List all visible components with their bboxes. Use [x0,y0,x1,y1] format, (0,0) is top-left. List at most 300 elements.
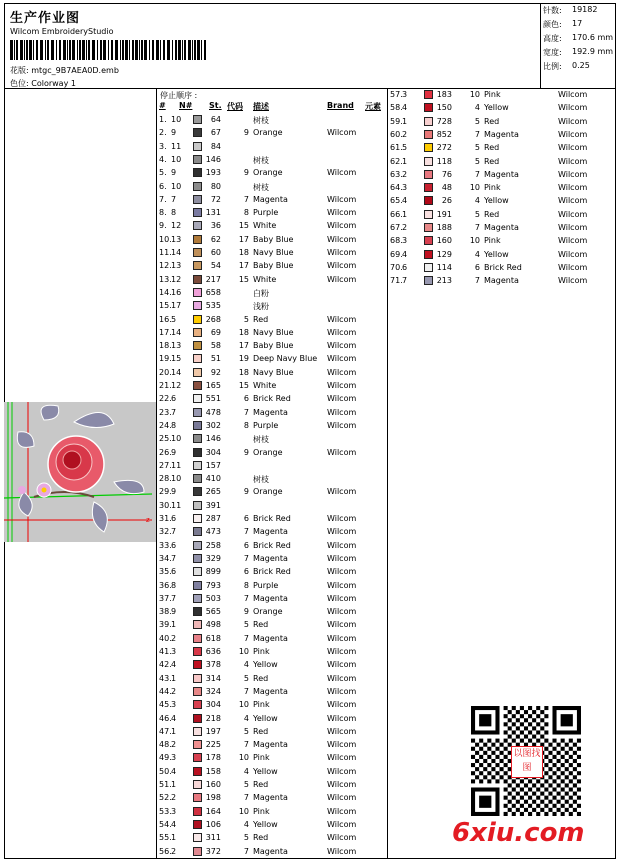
row-needle: 12 [171,221,182,231]
color-swatch [193,714,202,723]
color-swatch [193,541,202,550]
row-seq: 16. [159,314,172,324]
row-needle: 10 [171,181,182,191]
table-row [157,127,387,140]
row-seq: 66. [390,209,403,219]
row-stitches: 618 [205,633,221,643]
color-swatch [424,170,433,179]
row-code: 5 [243,673,249,683]
row-seq: 49. [159,753,172,763]
row-desc: Orange [253,128,283,138]
color-swatch [193,288,202,297]
page-title: 生产作业图 [10,11,81,26]
row-code: 7 [243,553,249,563]
row-stitches: 213 [436,276,452,286]
row-needle: 9 [171,447,177,457]
table-row [157,619,387,632]
color-swatch [193,408,202,417]
row-desc: Brick Red [253,567,291,577]
row-stitches: 287 [205,514,221,523]
row-brand: Wilcom [327,394,357,404]
row-needle: 10 [171,434,182,444]
row-stitches: 272 [436,143,452,153]
row-brand: Wilcom [327,806,357,816]
row-needle: 9 [171,487,177,497]
row-desc: Brick Red [253,394,291,404]
row-desc: Magenta [253,846,288,856]
color-swatch [193,700,202,709]
color-swatch [424,183,433,192]
row-needle: 5 [171,314,177,324]
table-row [157,407,387,420]
row-seq: 61. [390,143,403,153]
color-swatch [193,634,202,643]
row-seq: 37. [159,593,172,603]
row-stitches: 304 [205,700,221,710]
row-stitches: 106 [205,819,221,829]
row-desc: Deep Navy Blue [253,354,318,364]
color-swatch [193,461,202,470]
row-brand: Wilcom [558,196,588,206]
table-row [157,739,387,752]
color-swatch [193,301,202,310]
row-seq: 33. [159,540,172,550]
row-needle: 2 [171,740,177,750]
table-row [157,327,387,340]
row-stitches: 198 [205,793,221,803]
row-seq: 47. [159,726,172,736]
row-brand: Wilcom [327,633,357,643]
row-seq: 40. [159,633,172,643]
row-brand: Wilcom [327,168,357,178]
row-needle: 2 [402,129,408,139]
row-brand: Wilcom [327,447,357,457]
row-stitches: 378 [205,660,221,670]
row-code: 5 [243,833,249,843]
row-code: 6 [474,262,480,272]
table-row [388,262,618,275]
row-stitches: 728 [436,116,452,126]
color-swatch [193,753,202,762]
color-swatch [193,381,202,390]
row-needle: 8 [171,420,177,430]
row-seq: 32. [159,527,172,537]
table-row [388,182,618,195]
header-desc: 描述 [253,102,269,111]
row-seq: 62. [390,156,403,166]
row-code: 18 [238,327,249,337]
row-seq: 41. [159,647,172,656]
row-stitches: 69 [210,327,221,337]
row-seq: 34. [159,553,172,563]
row-desc: Red [253,780,269,789]
row-code: 10 [238,647,249,656]
row-stitches: 658 [205,287,221,297]
row-seq: 6. [159,181,167,191]
row-desc: Baby Blue [253,261,294,271]
table-row [388,235,618,248]
table-row [157,380,387,393]
row-code: 7 [243,194,249,204]
row-needle: 1 [402,156,408,166]
color-swatch [193,235,202,244]
color-swatch [193,514,202,523]
row-code: 7 [474,169,480,179]
row-needle: 13 [171,261,182,271]
row-brand: Wilcom [558,276,588,286]
table-row [157,713,387,726]
row-needle: 10 [171,154,182,164]
color-swatch [193,315,202,324]
row-stitches: 157 [205,460,221,470]
row-brand: Wilcom [558,143,588,153]
spec-stitches: 针数: 19182 [543,5,598,15]
row-needle: 3 [171,753,177,763]
header-needle: N# [179,101,193,110]
color-swatch [193,820,202,829]
row-needle: 4 [402,249,408,259]
color-swatch [193,607,202,616]
thread-table-left [156,89,388,859]
row-seq: 25. [159,434,172,444]
row-code: 10 [238,700,249,710]
color-swatch [424,250,433,259]
row-brand: Wilcom [327,686,357,696]
row-desc: Magenta [484,129,519,139]
table-row [157,566,387,579]
color-swatch [193,328,202,337]
row-seq: 24. [159,420,172,430]
row-seq: 68. [390,236,403,246]
spec-scale: 比例: 0.25 [543,61,590,71]
row-code: 5 [474,209,480,219]
svg-text:z: z [146,516,150,524]
row-code: 5 [243,780,249,789]
row-code: 4 [243,713,249,723]
row-desc: Pink [484,236,501,246]
color-swatch [193,620,202,629]
row-code: 6 [243,567,249,577]
row-seq: 8. [159,208,167,218]
row-code: 4 [243,660,249,670]
row-desc: Magenta [253,407,288,417]
table-row [157,433,387,446]
row-stitches: 535 [205,301,221,311]
row-code: 10 [238,753,249,763]
row-code: 10 [238,806,249,816]
row-desc: Magenta [253,740,288,750]
row-desc: Magenta [253,686,288,696]
row-stitches: 84 [210,141,221,151]
table-row [157,792,387,805]
row-seq: 5. [159,168,167,178]
row-brand: Wilcom [327,846,357,856]
color-swatch [424,117,433,126]
row-code: 5 [243,314,249,324]
row-stitches: 503 [205,593,221,603]
row-needle: 17 [171,301,182,311]
row-needle: 12 [171,274,182,284]
table-row [157,646,387,659]
table-row [157,234,387,247]
row-needle: 9 [171,168,177,178]
row-needle: 6 [171,540,177,550]
row-brand: Wilcom [558,90,588,99]
table-row [157,699,387,712]
row-code: 9 [243,447,249,457]
row-desc: Magenta [253,194,288,204]
design-file-name: 花版: mtgc_9B7AEA0D.emb [10,66,119,75]
row-desc: Magenta [253,553,288,563]
row-needle: 14 [171,327,182,337]
color-swatch [193,421,202,430]
row-brand: Wilcom [327,261,357,271]
row-desc: Orange [253,487,283,497]
row-brand: Wilcom [327,221,357,231]
color-swatch [193,168,202,177]
row-seq: 1. [159,115,167,124]
row-code: 7 [243,793,249,803]
color-swatch [424,223,433,232]
row-brand: Wilcom [327,819,357,829]
row-seq: 2. [159,128,167,138]
color-swatch [424,263,433,272]
table-row [157,846,387,859]
row-needle: 12 [171,381,182,390]
row-brand: Wilcom [327,274,357,284]
row-needle: 2 [171,793,177,803]
row-needle: 16 [171,287,182,297]
row-desc: Red [484,156,500,166]
row-stitches: 852 [436,129,452,139]
row-seq: 30. [159,500,172,510]
row-code: 18 [238,367,249,377]
row-needle: 1 [171,620,177,630]
row-seq: 44. [159,686,172,696]
row-brand: Wilcom [327,567,357,577]
row-stitches: 62 [210,234,221,244]
row-desc: Red [484,209,500,219]
table-row [388,209,618,222]
row-code: 17 [238,341,249,351]
table-row [157,806,387,819]
row-stitches: 188 [436,223,452,232]
row-seq: 56. [159,846,172,856]
row-stitches: 193 [205,168,221,178]
row-needle: 3 [402,90,408,99]
table-row [157,300,387,313]
row-code: 18 [238,248,249,257]
row-stitches: 565 [205,607,221,617]
row-seq: 42. [159,660,172,670]
row-needle: 1 [402,116,408,126]
row-needle: 1 [171,780,177,789]
row-desc: Navy Blue [253,327,294,337]
table-row [157,207,387,220]
row-desc: Magenta [253,527,288,537]
table-row [157,659,387,672]
row-seq: 27. [159,460,172,470]
color-swatch [424,210,433,219]
row-brand: Wilcom [327,593,357,603]
row-desc: Brick Red [484,262,522,272]
row-desc: Red [253,314,269,324]
row-stitches: 265 [205,487,221,497]
row-stitches: 146 [205,154,221,164]
row-seq: 64. [390,183,403,193]
row-needle: 3 [171,700,177,710]
row-seq: 52. [159,793,172,803]
row-seq: 59. [390,116,403,126]
row-brand: Wilcom [558,183,588,193]
row-brand: Wilcom [558,116,588,126]
table-row [157,766,387,779]
table-row [157,447,387,460]
color-swatch [193,368,202,377]
row-code: 5 [243,726,249,736]
row-seq: 4. [159,154,167,164]
row-code: 7 [243,633,249,643]
row-code: 5 [474,143,480,153]
header-code: 代码 [227,102,243,111]
row-brand: Wilcom [327,527,357,537]
row-needle: 3 [171,647,177,656]
row-brand: Wilcom [558,156,588,166]
table-row [157,540,387,553]
row-seq: 71. [390,276,403,286]
row-desc: Red [253,673,269,683]
row-stitches: 197 [205,726,221,736]
table-row [157,553,387,566]
row-brand: Wilcom [327,354,357,364]
row-stitches: 217 [205,274,221,284]
row-brand: Wilcom [327,194,357,204]
row-stitches: 158 [205,766,221,776]
row-brand: Wilcom [327,367,357,377]
row-desc: Yellow [484,249,509,259]
row-seq: 46. [159,713,172,723]
row-seq: 12. [159,261,172,271]
row-stitches: 498 [205,620,221,630]
row-desc: Yellow [253,766,278,776]
table-row [157,314,387,327]
row-brand: Wilcom [558,169,588,179]
color-swatch [193,182,202,191]
row-stitches: 72 [210,194,221,204]
row-seq: 15. [159,301,172,311]
row-brand: Wilcom [327,780,357,789]
row-needle: 6 [171,394,177,404]
row-brand: Wilcom [327,514,357,523]
row-brand: Wilcom [327,341,357,351]
row-stitches: 48 [441,183,452,193]
table-row [157,779,387,792]
row-seq: 14. [159,287,172,297]
row-brand: Wilcom [558,209,588,219]
row-brand: Wilcom [327,381,357,390]
row-needle: 1 [171,726,177,736]
table-row [157,832,387,845]
row-seq: 21. [159,381,172,390]
row-code: 8 [243,580,249,590]
row-stitches: 165 [205,381,221,390]
row-needle: 3 [402,236,408,246]
row-needle: 7 [171,553,177,563]
row-needle: 8 [171,580,177,590]
row-desc: Magenta [484,169,519,179]
row-brand: Wilcom [558,103,588,113]
row-seq: 70. [390,262,403,272]
row-stitches: 551 [205,394,221,404]
row-desc: Pink [253,806,270,816]
row-stitches: 64 [210,115,221,124]
table-row [157,420,387,433]
row-desc: Navy Blue [253,367,294,377]
color-swatch [193,740,202,749]
row-desc: Pink [253,753,270,763]
row-code: 9 [243,168,249,178]
row-seq: 50. [159,766,172,776]
row-desc: Orange [253,447,283,457]
row-stitches: 191 [436,209,452,219]
row-seq: 45. [159,700,172,710]
row-needle: 9 [171,607,177,617]
row-code: 7 [243,846,249,856]
color-swatch [193,354,202,363]
row-seq: 17. [159,327,172,337]
row-seq: 26. [159,447,172,457]
table-row [157,274,387,287]
row-code: 6 [243,514,249,523]
row-desc: Yellow [484,196,509,206]
header-stitches: St. [209,101,222,110]
row-needle: 7 [171,593,177,603]
row-brand: Wilcom [327,407,357,417]
row-stitches: 131 [205,208,221,218]
row-stitches: 793 [205,580,221,590]
row-desc: 浅粉 [253,302,269,312]
row-stitches: 160 [436,236,452,246]
row-brand: Wilcom [327,700,357,710]
watermark-logo: 6xiu.com [452,818,585,848]
row-stitches: 329 [205,553,221,563]
row-stitches: 899 [205,567,221,577]
row-desc: Brick Red [253,540,291,550]
row-code: 7 [474,223,480,232]
row-brand: Wilcom [327,740,357,750]
row-needle: 10 [171,115,182,124]
row-brand: Wilcom [558,129,588,139]
table-row [157,367,387,380]
row-needle: 4 [402,103,408,113]
row-desc: White [253,221,277,231]
row-seq: 18. [159,341,172,351]
row-stitches: 314 [205,673,221,683]
row-seq: 31. [159,514,172,523]
row-code: 5 [474,116,480,126]
row-code: 7 [243,686,249,696]
table-row [157,340,387,353]
row-needle: 3 [402,183,408,193]
row-stitches: 302 [205,420,221,430]
table-row [388,102,618,115]
color-swatch [193,248,202,257]
color-swatch [424,130,433,139]
table-row [388,129,618,142]
row-stitches: 51 [210,354,221,364]
table-row [157,194,387,207]
color-swatch [193,341,202,350]
